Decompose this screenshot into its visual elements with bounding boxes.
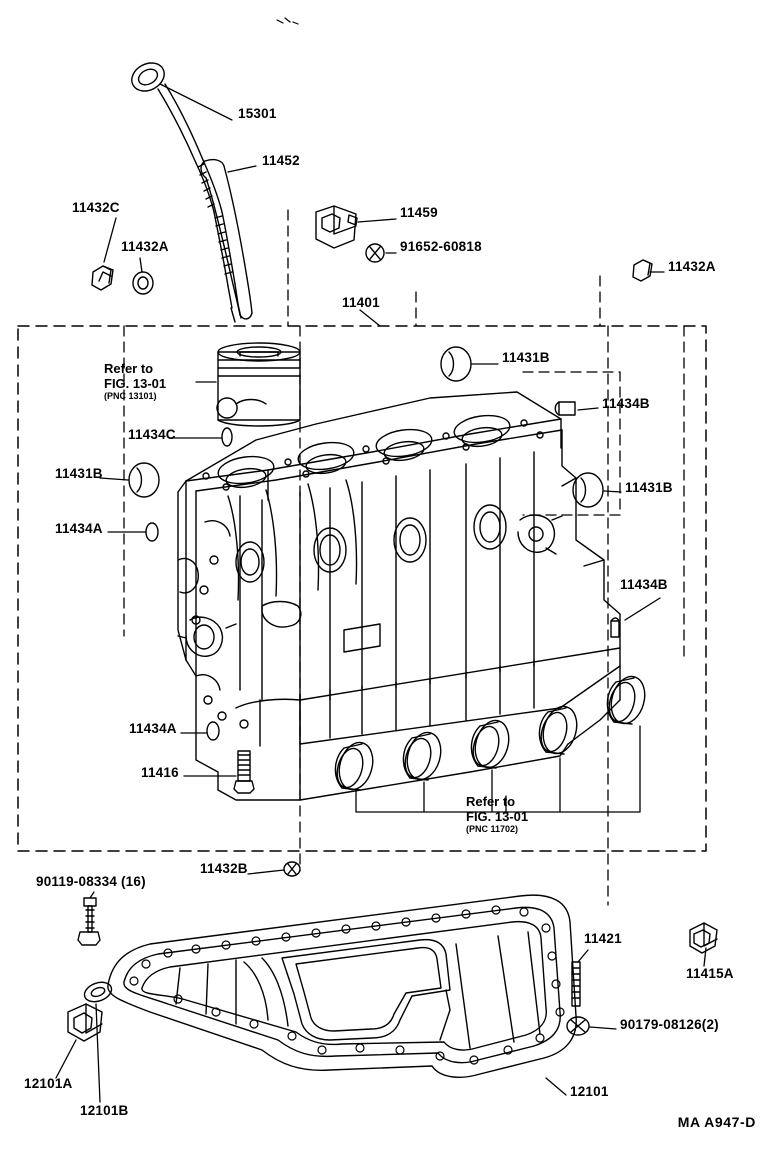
part-11415A-icon [690,923,717,953]
callout-90119-08334: 90119-08334 (16) [36,874,146,889]
callout-11416: 11416 [141,765,179,780]
dipstick-guide-tube-part [201,160,252,319]
part-11431B-top-icon [441,347,471,381]
part-90119-08334-icon [78,898,100,945]
piston-part [217,343,300,426]
part-11431B-right-icon [573,473,603,507]
part-11434B-right-icon [611,618,619,637]
callout-12101: 12101 [570,1084,609,1099]
callout-12101B: 12101B [80,1103,129,1118]
bearing-5 [605,673,650,728]
callout-11452: 11452 [262,153,300,168]
bearing-1 [333,739,378,794]
callout-11434C: 11434C [128,427,176,442]
bearing-2 [401,729,446,784]
callout-11459: 11459 [400,205,438,220]
part-91652-60818-icon [366,244,384,262]
top-mark-icon [277,18,298,24]
callout-91652-60818: 91652-60818 [400,239,482,254]
part-11432B-icon [284,862,300,876]
reference-note-11702 [466,795,528,834]
part-11431B-left-icon [129,463,159,497]
reference-line2: FIG. 13-01 [466,808,529,824]
callout-11434B-right: 11434B [620,577,668,592]
part-11434A-upper-icon [146,523,158,541]
dashed-subgroup-top-right [523,372,620,515]
callout-11431B-right: 11431B [625,480,673,495]
callout-90179-08126: 90179-08126(2) [620,1017,719,1032]
callout-11432B: 11432B [200,861,248,876]
callout-11431B-top: 11431B [502,350,550,365]
part-11434A-lower-icon [207,722,219,740]
callout-11432A-right: 11432A [668,259,716,274]
part-11432A-left-icon [133,272,153,294]
callout-11434A-lower: 11434A [129,721,177,736]
figure-code: MA A947-D [677,1114,756,1130]
part-11421-icon [572,962,580,1006]
oil-pan-part [108,895,576,1077]
dipstick-part [127,58,241,322]
reference-pnc: (PNC 11702) [466,824,519,835]
cylinder-block-body [178,392,620,800]
callout-11431B-left: 11431B [55,466,103,481]
bearing-3 [469,717,514,772]
callout-11434A-upper: 11434A [55,521,103,536]
part-11432C-icon [92,266,113,290]
callout-15301: 15301 [238,106,277,121]
reference-note-13101 [104,362,166,401]
callout-11434B-top: 11434B [602,396,650,411]
part-11434C-icon [222,428,232,446]
reference-pnc: (PNC 13101) [104,391,157,402]
callout-11432A-left: 11432A [121,239,169,254]
callout-11432C: 11432C [72,200,120,215]
callout-11415A: 11415A [686,966,734,981]
part-11459-icon [316,206,357,248]
part-90179-08126-icon [567,1017,589,1035]
callout-11421: 11421 [584,931,622,946]
leader-lines [56,84,706,1102]
reference-line1: Refer to [104,361,154,376]
part-11416-icon [234,751,254,793]
reference-line1: Refer to [466,794,516,809]
part-11434B-top-icon [555,402,575,415]
part-11432A-right-icon [633,260,652,281]
callout-11401: 11401 [342,295,380,310]
reference-line2: FIG. 13-01 [104,375,167,391]
callout-12101A: 12101A [24,1076,73,1091]
